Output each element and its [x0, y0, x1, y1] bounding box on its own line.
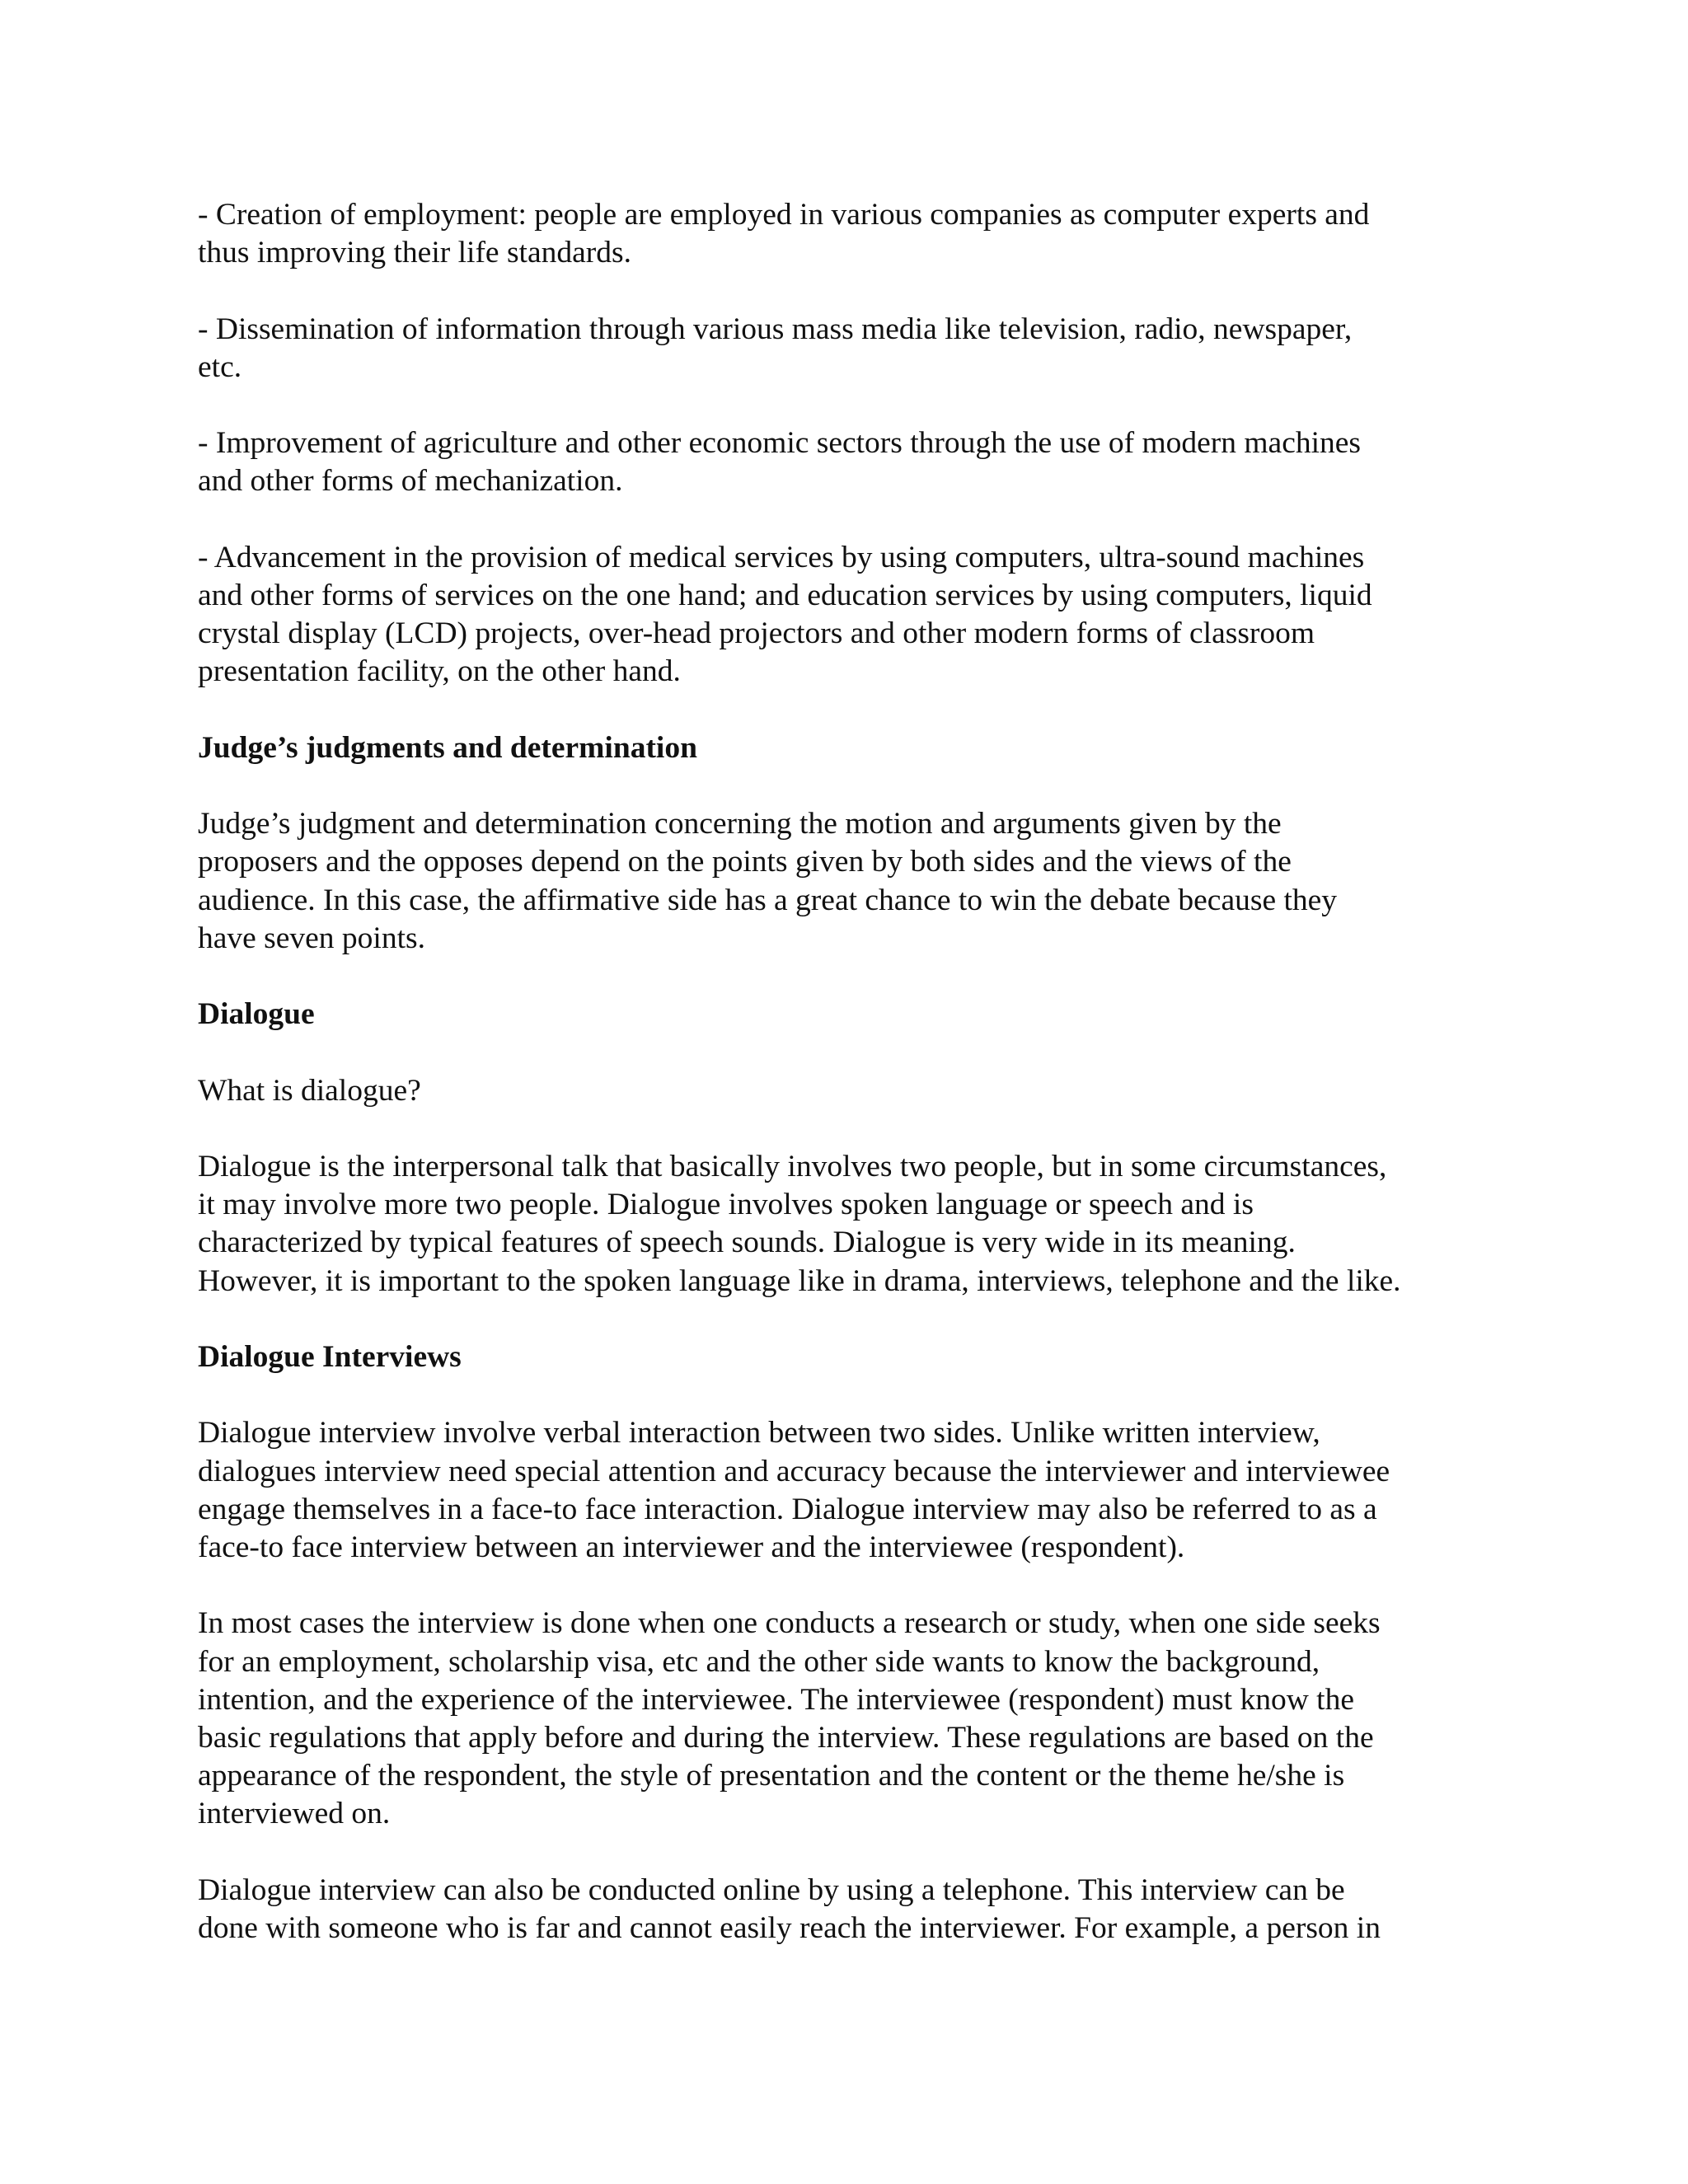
dialogue-paragraph: Dialogue is the interpersonal talk that basically involves two people, but in some circumstances, it may involve more two people. Dialogue involves spoken language or speech and is characterized by typical features of speech sounds. Dialogue is very wide in its meaning. However, it is important to the spoken language like in drama, interviews, telephone and the like. — [198, 1149, 1401, 1298]
bullet-agriculture: - Improvement of agriculture and other economic sectors through the use of modern machines and other forms of mechanization. — [198, 426, 1361, 499]
interviews-heading: Dialogue Interviews — [198, 1339, 462, 1374]
bullet-dissemination: - Dissemination of information through various mass media like television, radio, newspaper, etc. — [198, 312, 1353, 384]
interviews-paragraph-2: In most cases the interview is done when one conducts a research or study, when one side seeks for an employment, scholarship visa, etc and the other side wants to know the background, intention, and the experience of the interviewee. The interviewee (respondent) must know the basic regulations that apply before and during the interview. These regulations are based on the appearance of the respondent, the style of presentation and the content or the theme he/she is interviewed on. — [198, 1606, 1381, 1831]
interviews-paragraph-1: Dialogue interview involve verbal interaction between two sides. Unlike written interview, dialogues interview need special attention and accuracy because the interviewer and interviewee engage themselves in a face-to face interaction. Dialogue interview may also be referred to as a face-to face interview between an interviewer and the interviewee (respondent). — [198, 1416, 1390, 1564]
interviews-paragraph-3: Dialogue interview can also be conducted online by using a telephone. This interview can be done with someone who is far and cannot easily reach the interviewer. For example, a person in — [198, 1872, 1381, 1945]
document-page — [198, 196, 1517, 1947]
dialogue-question: What is dialogue? — [198, 1073, 421, 1108]
judges-paragraph: Judge’s judgment and determination concerning the motion and arguments given by the proposers and the opposes depend on the points given by both sides and the views of the audience. In this case, the affirmative side has a great chance to win the debate because they have seven points. — [198, 807, 1338, 955]
dialogue-heading: Dialogue — [198, 997, 315, 1032]
bullet-medical: - Advancement in the provision of medical services by using computers, ultra-sound machines and other forms of services on the one hand; and education services by using computers, liquid crystal display (LCD) projects, over-head projectors and other modern forms of classroom presentation facility, on the other hand. — [198, 540, 1372, 689]
bullet-employment: - Creation of employment: people are employed in various companies as computer experts and thus improving their life standards. — [198, 198, 1370, 270]
judges-heading: Judge’s judgments and determination — [198, 730, 697, 765]
